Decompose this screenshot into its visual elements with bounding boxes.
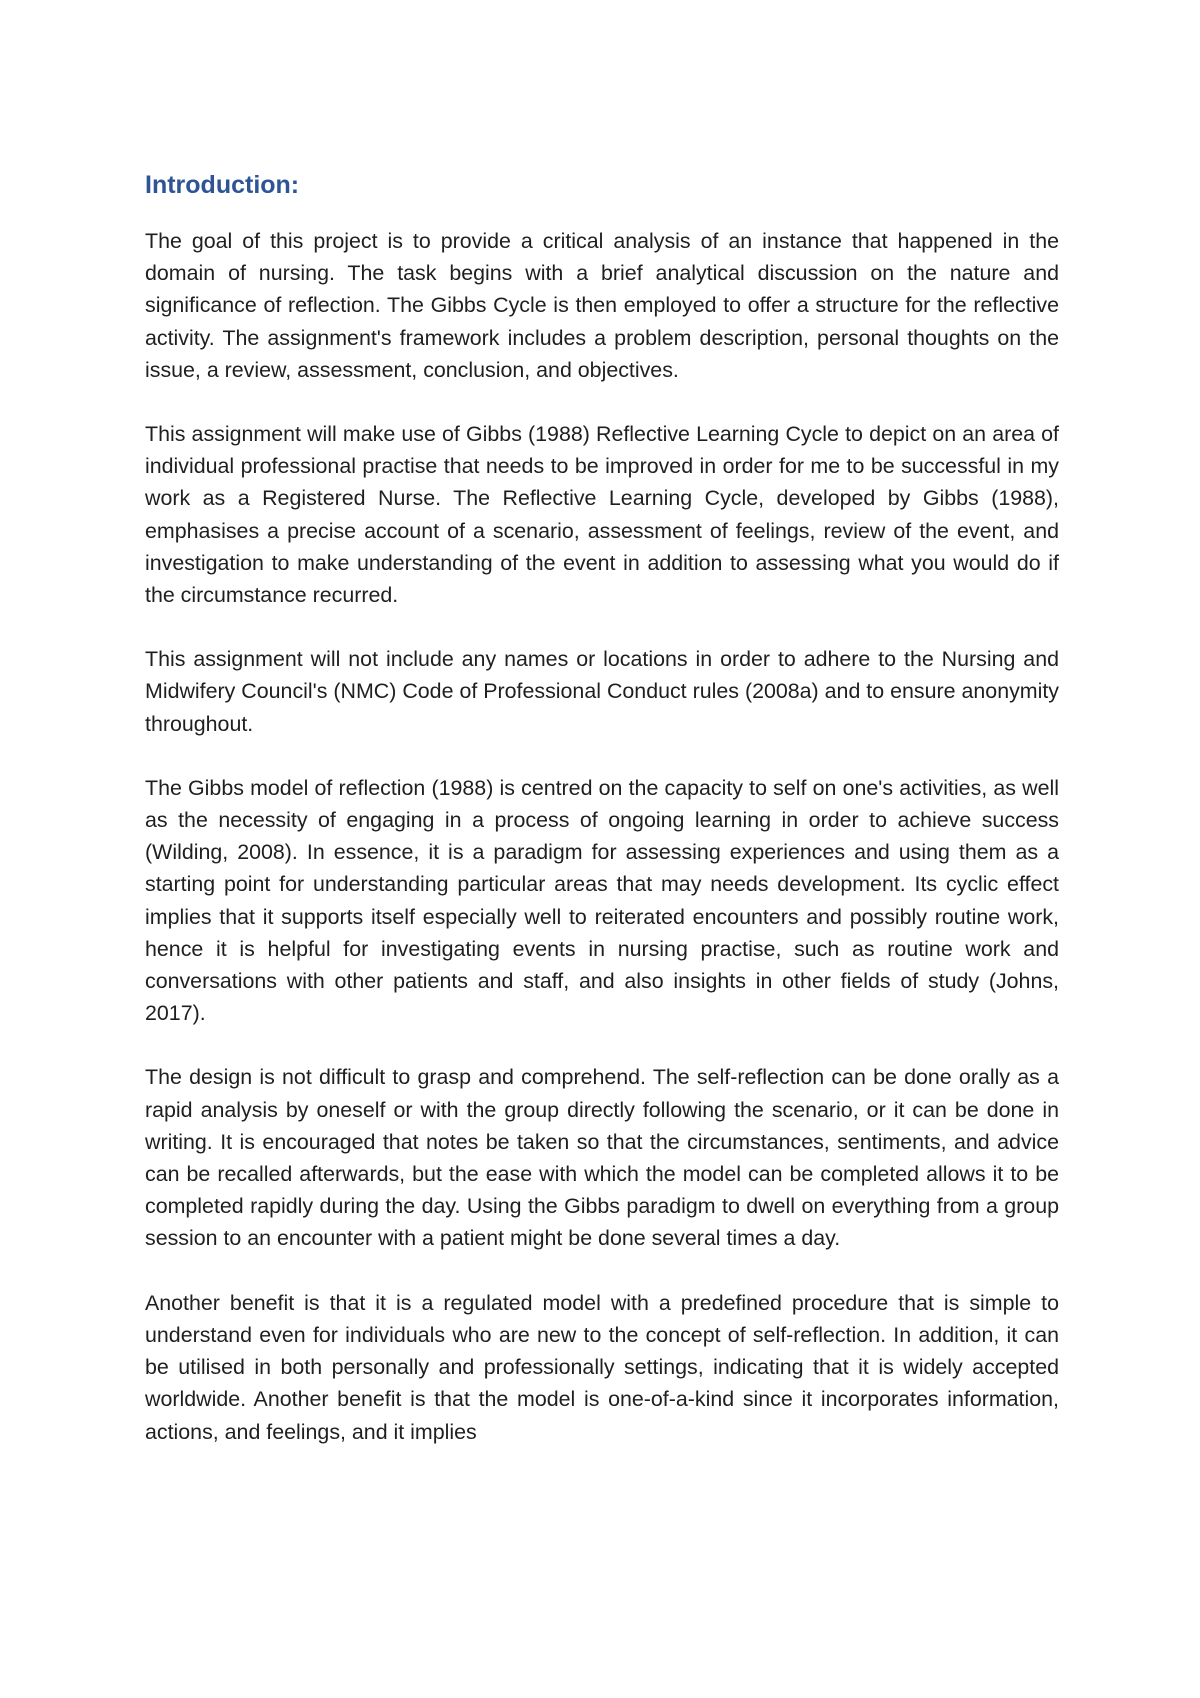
paragraph-5: The design is not difficult to grasp and comprehend. The self-reflection can be done orally as a rapid analysis by oneself or with the group directly following the scenario, or it can be done in writing. It is encouraged that notes be taken so that the circumstances, sentiments, and advice can be recalled afterwards, but the ease with which the model can be completed allows it to be completed rapidly during the day. Using the Gibbs paradigm to dwell on everything from a group session to an encounter with a patient might be done several times a day. (145, 1065, 1059, 1251)
paragraph-6: Another benefit is that it is a regulated model with a predefined procedure that is simple to understand even for individuals who are new to the concept of self-reflection. In addition, it can be utilised in both personally and professionally settings, indicating that it is widely accepted worldwide. Another benefit is that the model is one-of-a-kind since it incorporates information, actions, and feelings, and it implies (145, 1290, 1059, 1444)
paragraph-3: This assignment will not include any names or locations in order to adhere to the Nursing and Midwifery Council's (NMC) Code of Professional Conduct rules (2008a) and to ensure anonymity throughout. (145, 647, 1059, 736)
paragraph-4: The Gibbs model of reflection (1988) is centred on the capacity to self on one's activities, as well as the necessity of engaging in a process of ongoing learning in order to achieve success (Wilding, 2008). In essence, it is a paradigm for assessing experiences and using them as a starting point for understanding particular areas that may needs development. Its cyclic effect implies that it supports itself especially well to reiterated encounters and possibly routine work, hence it is helpful for investigating events in nursing practise, such as routine work and conversations with other patients and staff, and also insights in other fields of study (Johns, 2017). (145, 775, 1059, 1026)
document-body (145, 168, 1059, 1480)
section-heading: Introduction: (145, 171, 300, 199)
paragraph-2: This assignment will make use of Gibbs (1988) Reflective Learning Cycle to depict on an area of individual professional practise that needs to be improved in order for me to be successful in my work as a Registered Nurse. The Reflective Learning Cycle, developed by Gibbs (1988), emphasises a precise account of a scenario, assessment of feelings, review of the event, and investigation to make understanding of the event in addition to assessing what you would do if the circumstance recurred. (145, 422, 1059, 608)
paragraph-1: The goal of this project is to provide a critical analysis of an instance that happened in the domain of nursing. The task begins with a brief analytical discussion on the nature and significance of reflection. The Gibbs Cycle is then employed to offer a structure for the reflective activity. The assignment's framework includes a problem description, personal thoughts on the issue, a review, assessment, conclusion, and objectives. (145, 229, 1059, 382)
